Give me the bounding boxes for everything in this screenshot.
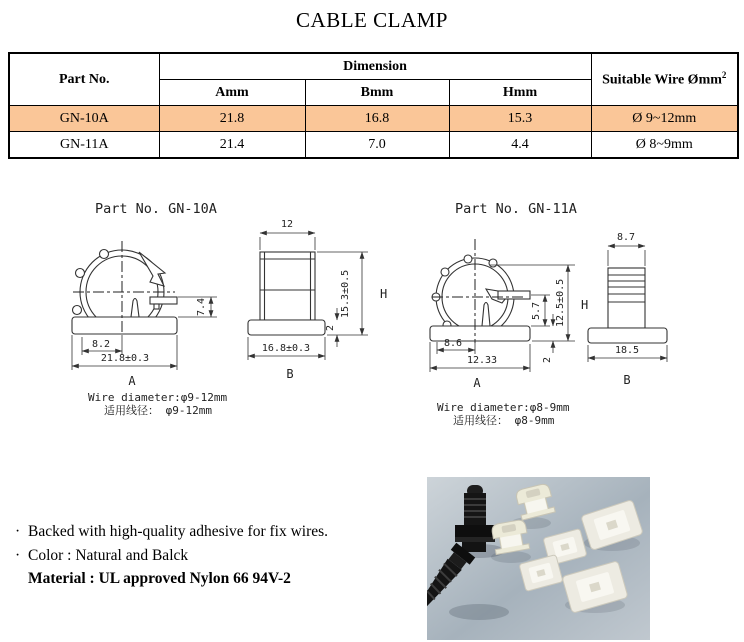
gn11a-front-view-drawing xyxy=(420,233,592,393)
view-label-a: A xyxy=(128,374,136,388)
dim-8-6: 8.6 xyxy=(443,338,463,349)
dim-12-33: 12.33 xyxy=(466,355,498,366)
dim-21-8: 21.8±0.3 xyxy=(100,353,150,364)
col-header-amm: Amm xyxy=(159,80,305,106)
page-title: CABLE CLAMP xyxy=(296,8,448,32)
cell-amm: 21.8 xyxy=(159,106,305,132)
wire-diameter-cn: 适用线径： φ9-12mm xyxy=(104,404,212,417)
clamp-prong xyxy=(131,299,139,318)
cell-part-no: GN-11A xyxy=(9,132,159,159)
cell-bmm: 7.0 xyxy=(305,132,449,159)
col-header-part-no: Part No. xyxy=(9,53,159,106)
clamp-base xyxy=(588,328,667,343)
dim-8-2: 8.2 xyxy=(91,339,111,350)
suitable-wire-label: Suitable Wire Ømm xyxy=(602,72,722,88)
clamp-base xyxy=(72,317,177,334)
clamp-base xyxy=(248,320,325,335)
cell-part-no: GN-10A xyxy=(9,106,159,132)
clamp-tab xyxy=(76,269,85,278)
gn10a-wire-caption xyxy=(88,391,227,417)
gn10a-front-view-drawing xyxy=(55,233,230,391)
col-header-dimension: Dimension xyxy=(159,53,591,80)
clamp-column xyxy=(260,252,315,320)
cell-hmm: 15.3 xyxy=(449,106,591,132)
table-row-gn11a xyxy=(9,132,738,159)
clamp-tab xyxy=(441,268,449,276)
note-adhesive: · Backed with high-quality adhesive for fix wires. xyxy=(15,520,328,544)
dim-18-5: 18.5 xyxy=(614,345,640,356)
clamp-tab xyxy=(489,259,497,267)
cell-amm: 21.4 xyxy=(159,132,305,159)
height-symbol-h: H xyxy=(380,287,388,301)
latch-ledge xyxy=(498,291,530,299)
notes-block xyxy=(15,520,328,591)
gn11a-heading: Part No. GN-11A xyxy=(455,201,577,217)
wire-diameter-cn: 适用线径： φ8-9mm xyxy=(453,414,555,427)
cell-wire-range: Ø 8~9mm xyxy=(591,132,738,159)
product-photo xyxy=(427,477,650,640)
view-label-a: A xyxy=(473,376,481,390)
suitable-wire-superscript: 2 xyxy=(721,70,727,81)
wire-diameter-en: Wire diameter:φ8-9mm xyxy=(437,401,570,414)
dim-12-5: 12.5±0.5 xyxy=(555,278,566,327)
gn10a-side-view-drawing xyxy=(240,216,390,386)
col-header-hmm: Hmm xyxy=(449,80,591,106)
dim-12: 12 xyxy=(280,219,294,230)
view-label-b: B xyxy=(623,373,631,387)
clamp-tab xyxy=(464,255,472,263)
gn10a-heading: Part No. GN-10A xyxy=(95,201,217,217)
dim-8-7: 8.7 xyxy=(616,232,636,243)
note-material: Material : UL approved Nylon 66 94V-2 xyxy=(28,570,291,587)
dim-15-3: 15.3±0.5 xyxy=(340,269,351,318)
clamp-prong xyxy=(482,303,490,327)
gn11a-side-view-drawing xyxy=(582,225,682,390)
clamp-column xyxy=(608,268,645,328)
cell-hmm: 4.4 xyxy=(449,132,591,159)
latch-arm xyxy=(139,252,165,286)
height-symbol-h: H xyxy=(581,298,589,312)
latch-ledge xyxy=(150,297,177,304)
dim-2: 2 xyxy=(542,356,553,363)
dim-5-7: 5.7 xyxy=(531,301,542,320)
dim-16-8: 16.8±0.3 xyxy=(261,343,311,354)
clamp-tab xyxy=(100,250,109,259)
cell-wire-range: Ø 9~12mm xyxy=(591,106,738,132)
clamp-tab xyxy=(73,306,82,315)
dim-7-4: 7.4 xyxy=(196,297,207,316)
table-row-gn10a xyxy=(9,106,738,132)
view-label-b: B xyxy=(286,367,294,381)
bullet-dot: · xyxy=(15,546,21,564)
wire-diameter-en: Wire diameter:φ9-12mm xyxy=(88,391,228,404)
note-color: · Color : Natural and Balck xyxy=(15,544,328,568)
gn11a-wire-caption xyxy=(437,401,569,427)
dim-2: 2 xyxy=(325,324,336,331)
col-header-suitable-wire xyxy=(591,53,738,106)
cell-bmm: 16.8 xyxy=(305,106,449,132)
bullet-dot: · xyxy=(15,523,21,540)
col-header-bmm: Bmm xyxy=(305,80,449,106)
dimension-table xyxy=(8,52,739,159)
